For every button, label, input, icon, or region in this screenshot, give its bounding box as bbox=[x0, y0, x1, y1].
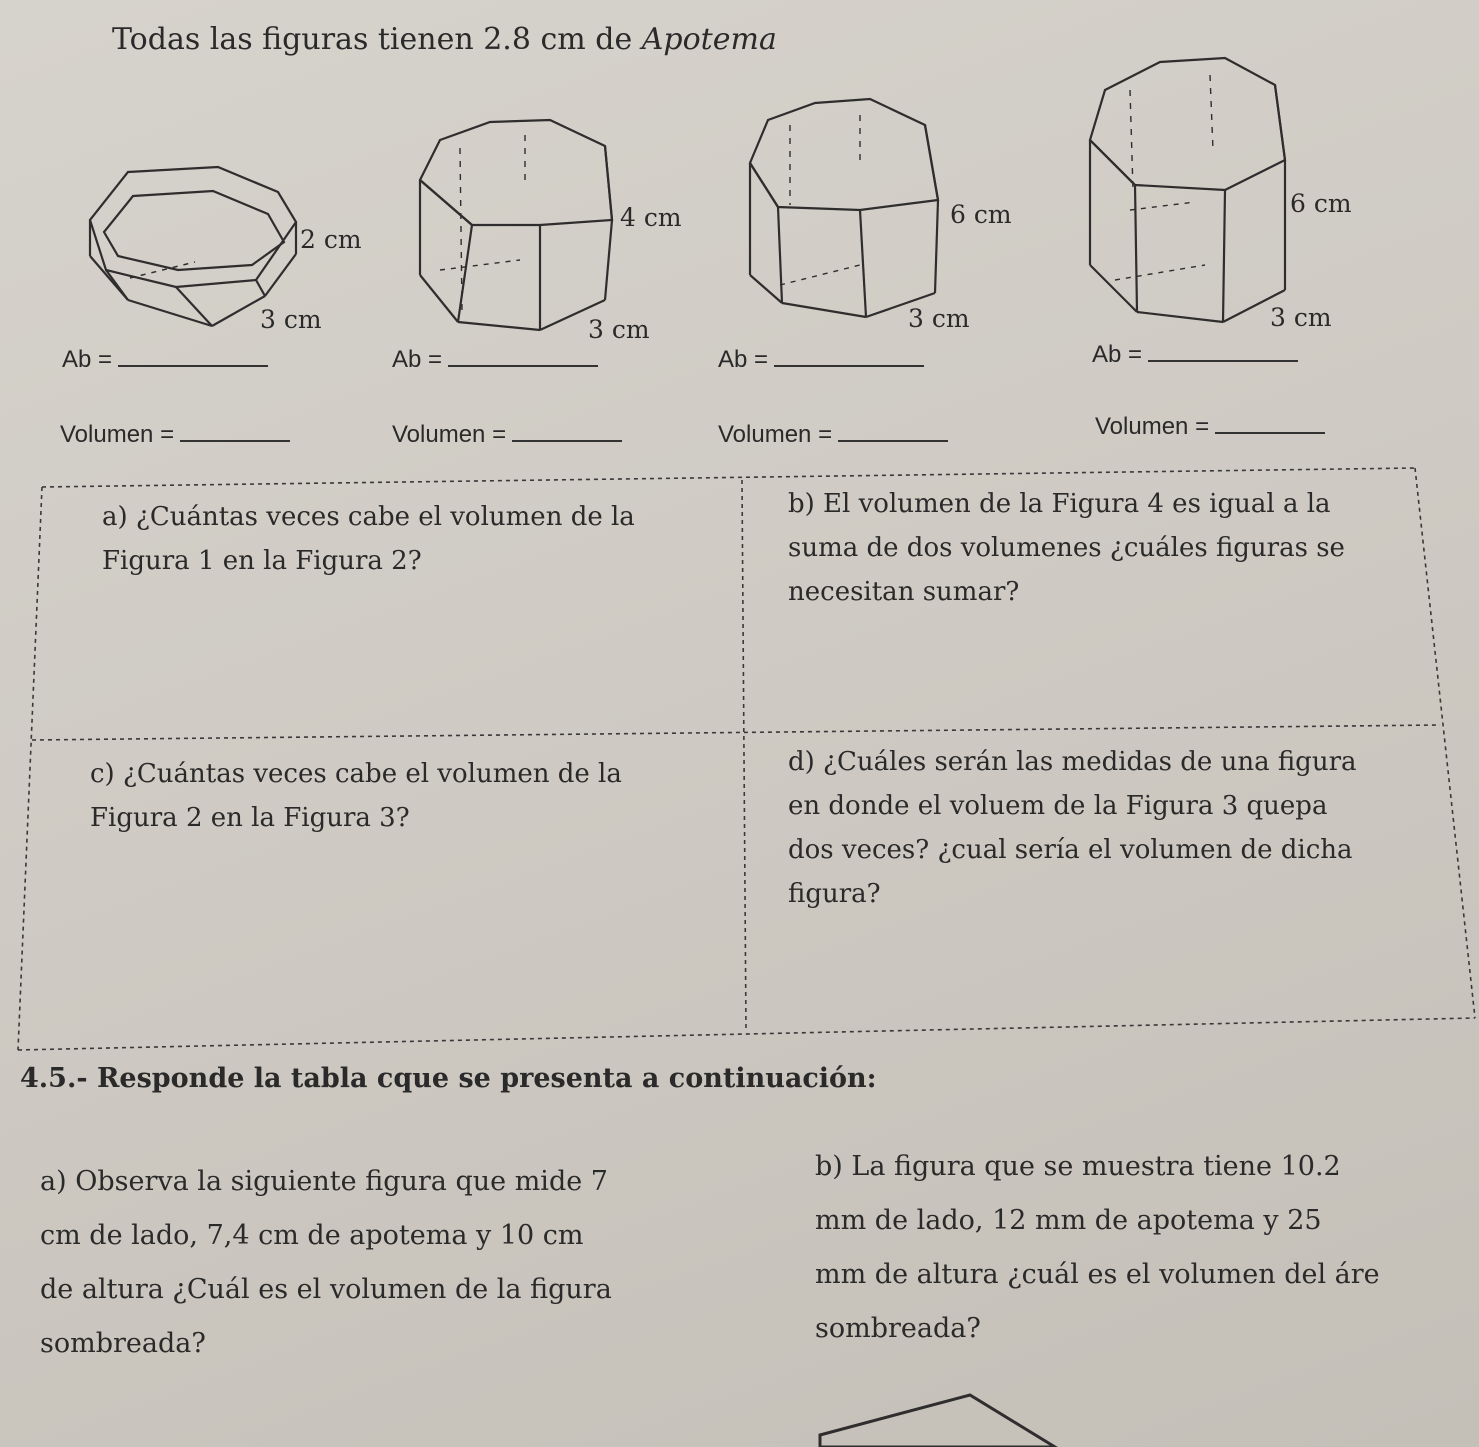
question-a: a) ¿Cuántas veces cabe el volumen de la Figura 1 en la Figura 2? bbox=[102, 502, 635, 576]
question-d: d) ¿Cuáles serán las medidas de una figura en donde el voluem de la Figura 3 quepa dos veces? ¿cual sería el volumen de dicha figura? bbox=[788, 747, 1357, 909]
figure-2-side-label: 3 cm bbox=[588, 315, 650, 344]
page-title: Todas las figuras tienen 2.8 cm de Apotema bbox=[112, 22, 777, 57]
figure-4-height-label: 6 cm bbox=[1290, 189, 1352, 218]
figure-3-volumen: Volumen = bbox=[718, 418, 948, 449]
title-emphasis: Apotema bbox=[641, 22, 777, 57]
figure-1-volumen: Volumen = bbox=[60, 418, 290, 449]
figure-1-ab: Ab = bbox=[62, 343, 268, 374]
figure-3-height-label: 6 cm bbox=[950, 200, 1012, 229]
figure-2-height-label: 4 cm bbox=[620, 203, 682, 232]
figure-4-side-label: 3 cm bbox=[1270, 303, 1332, 332]
figure-4-ab: Ab = bbox=[1092, 338, 1298, 369]
figure-2-volumen: Volumen = bbox=[392, 418, 622, 449]
figure-1-side-label: 3 cm bbox=[260, 305, 322, 334]
question-c: c) ¿Cuántas veces cabe el volumen de la Figura 2 en la Figura 3? bbox=[90, 759, 622, 833]
figure-2-ab: Ab = bbox=[392, 343, 598, 374]
section-title: 4.5.- Responde la tabla cque se presenta a continuación: bbox=[20, 1063, 877, 1094]
shaded-figure-partial bbox=[820, 1385, 1060, 1447]
figure-1-height-label: 2 cm bbox=[300, 225, 362, 254]
figure-3-side-label: 3 cm bbox=[908, 304, 970, 333]
problem-a: a) Observa la siguiente figura que mide 7 cm de lado, 7,4 cm de apotema y 10 cm de altura ¿Cuál es el volumen de la figura sombreada? bbox=[40, 1166, 612, 1359]
question-b: b) El volumen de la Figura 4 es igual a la suma de dos volumenes ¿cuáles figuras se necesitan sumar? bbox=[788, 489, 1345, 607]
problem-b: b) La figura que se muestra tiene 10.2 mm de lado, 12 mm de apotema y 25 mm de altura ¿cuál es el volumen del áre sombreada? bbox=[815, 1151, 1380, 1344]
figure-4-volumen: Volumen = bbox=[1095, 410, 1325, 441]
figure-3-ab: Ab = bbox=[718, 343, 924, 374]
